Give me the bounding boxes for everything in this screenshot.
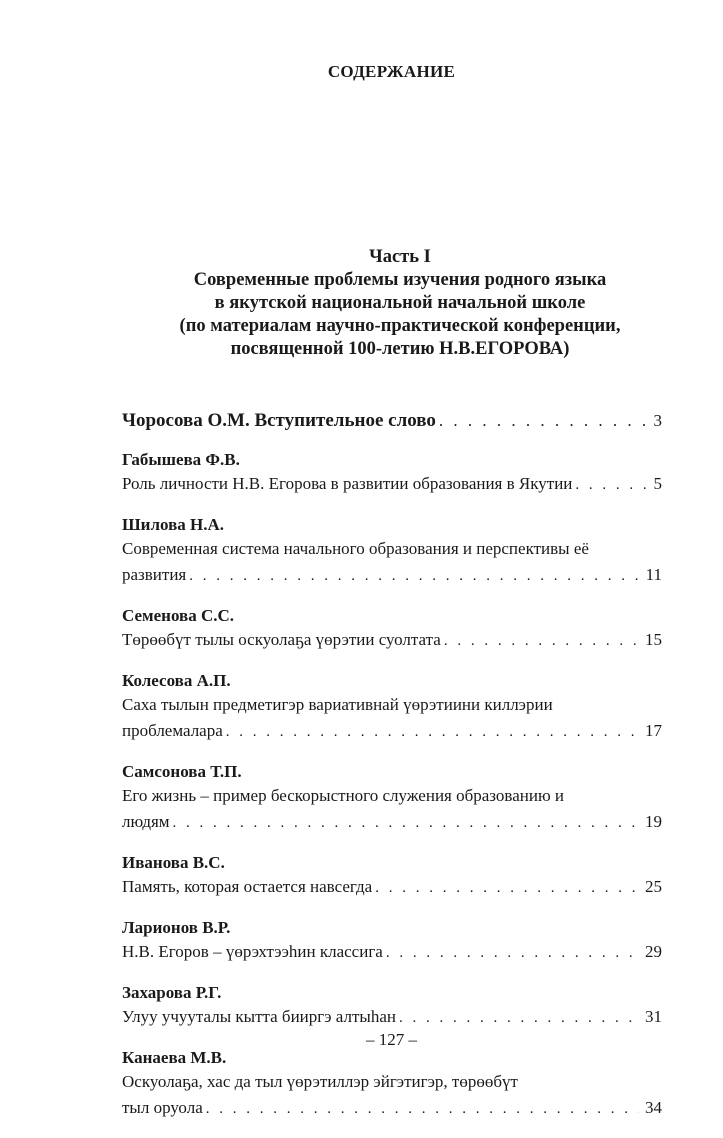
- entry-author: Габышева Ф.В.: [122, 450, 240, 469]
- page-ref: 5: [653, 474, 662, 493]
- toc-entry: [122, 852, 662, 901]
- entry-title: Современная система начального образования и перспективы её: [122, 539, 589, 558]
- entry-title-end: проблемалара: [122, 721, 223, 740]
- toc-line: [122, 471, 662, 498]
- toc-entry: [122, 1047, 662, 1122]
- leader-dots: [375, 875, 639, 901]
- page-ref: 11: [645, 565, 662, 584]
- toc-line: [122, 562, 662, 589]
- page-ref: 31: [645, 1007, 662, 1026]
- toc-entry: [122, 917, 662, 966]
- part-header: [150, 246, 650, 361]
- entry-title: Улуу учууталы кытта бииргэ алтыһан: [122, 1007, 396, 1026]
- page-ref: 29: [645, 942, 662, 961]
- entry-author: Шилова Н.А.: [122, 515, 225, 534]
- toc-line: [122, 809, 662, 836]
- entry-author: Канаева М.В.: [122, 1048, 227, 1067]
- leader-dots: [575, 472, 647, 498]
- toc-entry-intro: [122, 408, 662, 434]
- intro-text: Чоросова О.М. Вступительное слово: [122, 410, 436, 431]
- leader-dots: [444, 628, 639, 654]
- leader-dots: [173, 810, 639, 836]
- leader-dots: [206, 1096, 639, 1122]
- entry-title: Его жизнь – пример бескорыстного служения образованию и: [122, 786, 565, 805]
- toc-entry: [122, 982, 662, 1031]
- entry-author: Семенова С.С.: [122, 606, 235, 625]
- toc-line: [122, 874, 662, 901]
- toc-line: [122, 627, 662, 654]
- entry-author: Самсонова Т.П.: [122, 762, 242, 781]
- page-heading: СОДЕРЖАНИЕ: [327, 62, 456, 81]
- page-ref: 3: [653, 411, 662, 430]
- entry-title: Саха тылын предметигэр вариативнай үөрэтиини киллэрии: [122, 695, 553, 714]
- table-of-contents: [122, 408, 662, 1138]
- entry-author: Колесова А.П.: [122, 671, 231, 690]
- leader-dots: [439, 408, 648, 434]
- toc-line: [122, 718, 662, 745]
- leader-dots: [386, 940, 639, 966]
- entry-title: Память, которая остается навсегда: [122, 877, 373, 896]
- part-title-line: (по материалам научно-практической конференции,: [179, 316, 621, 336]
- entry-title: Н.В. Егоров – үөрэхтээһин классига: [122, 942, 383, 961]
- leader-dots: [189, 563, 639, 589]
- leader-dots: [226, 719, 639, 745]
- entry-title-end: развития: [122, 565, 187, 584]
- toc-entry: [122, 449, 662, 498]
- toc-line: [122, 408, 662, 434]
- page-ref: 34: [645, 1098, 662, 1117]
- page-number: – 127 –: [366, 1030, 417, 1049]
- page-ref: 15: [645, 630, 662, 649]
- entry-author: Захарова Р.Г.: [122, 983, 222, 1002]
- entry-title: Төрөөбүт тылы оскуолаҕа үөрэтии суолтата: [122, 630, 441, 649]
- toc-line: [122, 939, 662, 966]
- toc-entry: [122, 514, 662, 589]
- leader-dots: [399, 1005, 639, 1031]
- entry-title-end: людям: [122, 812, 170, 831]
- page-ref: 25: [645, 877, 662, 896]
- part-title-line: посвященной 100-летию Н.В.ЕГОРОВА): [230, 339, 570, 359]
- page-ref: 17: [645, 721, 662, 740]
- toc-line: [122, 1004, 662, 1031]
- part-title-line: в якутской национальной начальной школе: [214, 293, 586, 313]
- entry-author: Иванова В.С.: [122, 853, 225, 872]
- entry-author: Ларионов В.Р.: [122, 918, 231, 937]
- page-ref: 19: [645, 812, 662, 831]
- entry-title: Оскуолаҕа, хас да тыл үөрэтиллэр эйгэтигэр, төрөөбүт: [122, 1072, 518, 1091]
- toc-entry: [122, 761, 662, 836]
- part-title-line: Современные проблемы изучения родного языка: [193, 270, 607, 290]
- entry-title-end: тыл оруола: [122, 1098, 203, 1117]
- entry-title: Роль личности Н.В. Егорова в развитии образования в Якутии: [122, 474, 573, 493]
- toc-entry: [122, 670, 662, 745]
- toc-entry: [122, 605, 662, 654]
- part-label: Часть I: [369, 247, 431, 267]
